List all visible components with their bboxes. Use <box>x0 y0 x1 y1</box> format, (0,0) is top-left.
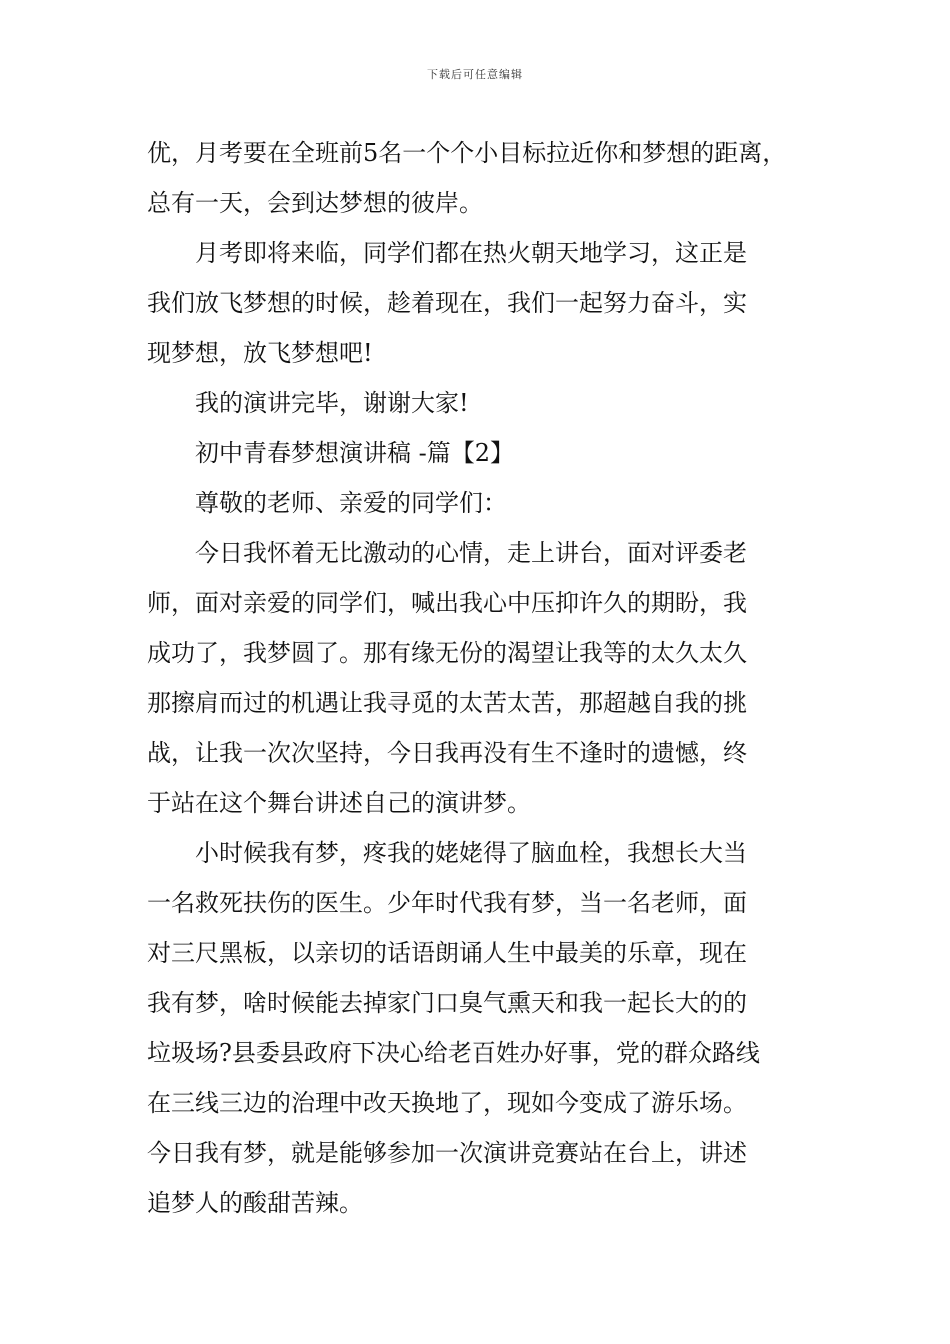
text-line: 在三线三边的治理中改天换地了，现如今变成了游乐场。 <box>147 1089 747 1117</box>
text-line: 今日我怀着无比激动的心情，走上讲台，面对评委老 <box>195 539 747 567</box>
text-line: 战，让我一次次坚持，今日我再没有生不逢时的遗憾，终 <box>147 739 747 767</box>
text-line: 垃圾场?县委县政府下决心给老百姓办好事，党的群众路线 <box>147 1039 760 1067</box>
text-line: 对三尺黑板，以亲切的话语朗诵人生中最美的乐章，现在 <box>147 939 747 967</box>
text-line: 优，月考要在全班前5名一个个小目标拉近你和梦想的距离， <box>147 139 787 167</box>
document-body <box>147 128 812 1228</box>
section-heading: 初中青春梦想演讲稿 -篇【2】 <box>195 439 515 467</box>
text-line: 今日我有梦，就是能够参加一次演讲竞赛站在台上，讲述 <box>147 1139 747 1167</box>
text-line: 月考即将来临，同学们都在热火朝天地学习，这正是 <box>195 239 747 267</box>
salutation: 尊敬的老师、亲爱的同学们： <box>195 489 507 517</box>
text-line: 我的演讲完毕，谢谢大家! <box>195 389 469 417</box>
text-line: 成功了，我梦圆了。那有缘无份的渴望让我等的太久太久 <box>147 639 747 667</box>
text-line: 追梦人的酸甜苦辣。 <box>147 1189 363 1217</box>
text-line: 总有一天，会到达梦想的彼岸。 <box>147 189 483 217</box>
text-line: 一名救死扶伤的医生。少年时代我有梦，当一名老师，面 <box>147 889 747 917</box>
page-header: 下载后可任意编辑 <box>427 68 523 81</box>
text-line: 于站在这个舞台讲述自己的演讲梦。 <box>147 789 531 817</box>
text-line: 那擦肩而过的机遇让我寻觅的太苦太苦，那超越自我的挑 <box>147 689 747 717</box>
text-line: 我们放飞梦想的时候，趁着现在，我们一起努力奋斗，实 <box>147 289 747 317</box>
text-line: 我有梦，啥时候能去掉家门口臭气熏天和我一起长大的的 <box>147 989 747 1017</box>
text-line: 现梦想，放飞梦想吧! <box>147 339 373 367</box>
text-line: 小时候我有梦，疼我的姥姥得了脑血栓，我想长大当 <box>195 839 747 867</box>
text-line: 师，面对亲爱的同学们，喊出我心中压抑许久的期盼，我 <box>147 589 747 617</box>
